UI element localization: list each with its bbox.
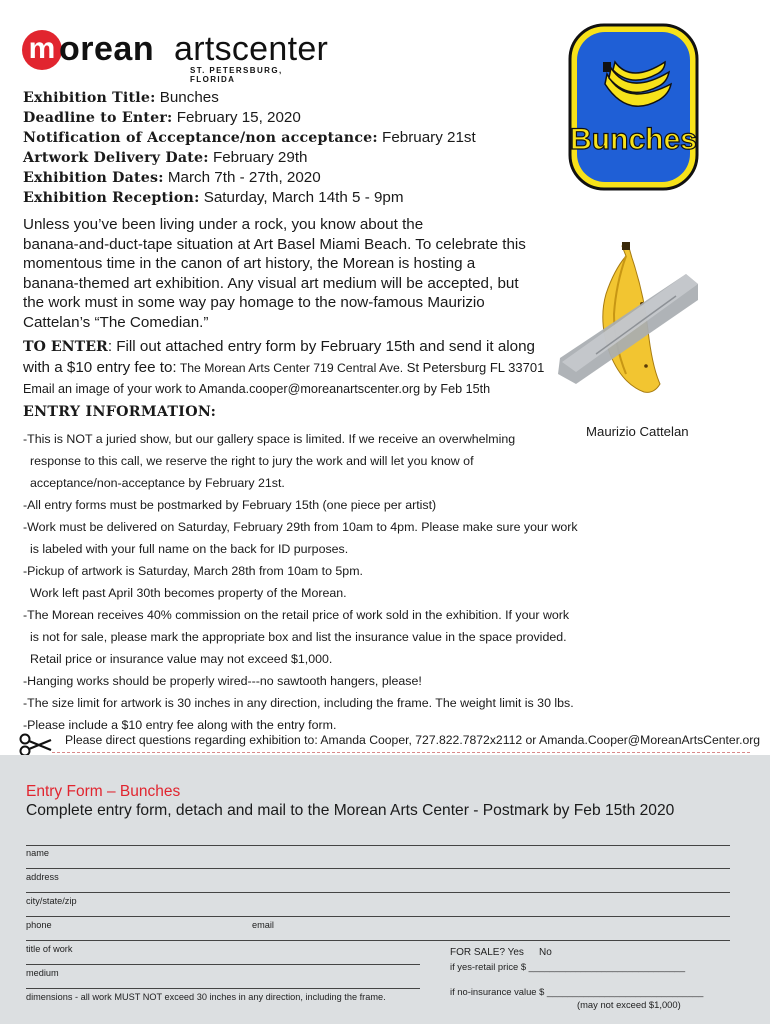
rule-line: -All entry forms must be postmarked by February 15th (one piece per artist)	[23, 498, 437, 512]
info-dates: Exhibition Dates: March 7th - 27th, 2020	[23, 169, 321, 186]
exhibition-info	[23, 88, 476, 208]
intro-line: Cattelan’s “The Comedian.”	[23, 313, 209, 331]
insurance-value-field[interactable]: if no-insurance value $ ______________________________	[450, 986, 704, 997]
title-of-work-label: title of work	[26, 944, 73, 954]
rule-line: response to this call, we reserve the right to jury the work and will let you know of	[30, 454, 474, 468]
logo-artscenter: artscenter	[174, 30, 329, 68]
form-title: Entry Form – Bunches	[26, 783, 181, 800]
rule-line: -Work must be delivered on Saturday, February 29th from 10am to 4pm. Please make sure your work	[23, 520, 578, 534]
rule-line: -Please include a $10 entry fee along with the entry form.	[23, 718, 337, 732]
title-of-work-line[interactable]	[26, 940, 730, 941]
badge-text: Bunches	[570, 123, 697, 156]
max-value-note: (may not exceed $1,000)	[577, 999, 681, 1010]
info-title: Exhibition Title: Bunches	[23, 89, 219, 106]
rule-line: -Hanging works should be properly wired---no sawtooth hangers, please!	[23, 674, 422, 688]
intro-line: banana-themed art exhibition. Any visual art medium will be accepted, but	[23, 274, 519, 292]
intro-line: banana-and-duct-tape situation at Art Basel Miami Beach. To celebrate this	[23, 235, 526, 253]
rule-line: -The Morean receives 40% commission on the retail price of work sold in the exhibition. If your work	[23, 608, 570, 622]
info-reception: Exhibition Reception: Saturday, March 14th 5 - 9pm	[23, 189, 404, 206]
medium-line[interactable]	[26, 964, 420, 965]
retail-price-field[interactable]: if yes-retail price $ ______________________________	[450, 961, 686, 972]
city-line[interactable]	[26, 892, 730, 893]
rule-line: Retail price or insurance value may not exceed $1,000.	[30, 652, 333, 666]
logo-orean: orean	[59, 30, 155, 68]
bunches-badge-logo	[567, 22, 700, 192]
cut-line	[52, 752, 750, 753]
medium-label: medium	[26, 968, 59, 978]
logo-location: ST. PETERSBURG, FLORIDA	[190, 66, 283, 84]
dimensions-line[interactable]	[26, 988, 420, 989]
to-enter: TO ENTER: Fill out attached entry form by February 15th and send it along with a $10 entry fee to: The Morean Arts Center 719 Central Ave. St Petersburg FL 33701	[23, 338, 545, 376]
rule-line: -This is NOT a juried show, but our gallery space is limited. If we receive an overwhelming	[23, 432, 516, 446]
questions-contact: Please direct questions regarding exhibition to: Amanda Cooper, 727.822.7872x2112 or Amanda.Cooper@MoreanArtsCenter.org	[65, 733, 761, 747]
phone-email-line[interactable]	[26, 916, 730, 917]
intro-line: Unless you’ve been living under a rock, you know about the	[23, 216, 424, 233]
intro-line: momentous time in the canon of art history, the Morean is hosting a	[23, 255, 476, 272]
address-label: address	[26, 872, 59, 882]
entry-rules-list	[23, 428, 633, 736]
name-label: name	[26, 848, 49, 858]
intro-paragraph	[23, 215, 543, 332]
rule-line: is not for sale, please mark the appropriate box and list the insurance value in the space provided.	[30, 630, 567, 644]
info-deadline: Deadline to Enter: February 15, 2020	[23, 109, 301, 126]
name-line[interactable]	[26, 845, 730, 846]
to-enter-label: TO ENTER	[23, 339, 108, 355]
rule-line: acceptance/non-acceptance by February 21st.	[30, 476, 285, 490]
form-subtitle: Complete entry form, detach and mail to the Morean Arts Center - Postmark by Feb 15th 2020	[26, 802, 675, 819]
for-sale-no[interactable]: No	[539, 947, 552, 958]
comedian-banana-photo	[556, 234, 698, 412]
logo-m-circle: m	[22, 30, 62, 70]
email-instructions: Email an image of your work to Amanda.cooper@moreanartscenter.org by Feb 15th	[23, 382, 491, 396]
info-delivery: Artwork Delivery Date: February 29th	[23, 149, 308, 166]
city-label: city/state/zip	[26, 896, 77, 906]
intro-line: the work must in some way pay homage to the now-famous Maurizio	[23, 294, 485, 311]
photo-caption: Maurizio Cattelan	[586, 424, 689, 439]
info-notification: Notification of Acceptance/non acceptance: February 21st	[23, 129, 476, 146]
address-line[interactable]	[26, 868, 730, 869]
rule-line: -Pickup of artwork is Saturday, March 28th from 10am to 5pm.	[23, 564, 363, 578]
rule-line: -The size limit for artwork is 30 inches in any direction, including the frame. The weight limit is 30 lbs.	[23, 696, 574, 710]
phone-label: phone	[26, 920, 52, 930]
email-label: email	[252, 920, 274, 930]
entry-information-heading: ENTRY INFORMATION:	[23, 404, 217, 420]
dimensions-label: dimensions - all work MUST NOT exceed 30 inches in any direction, including the frame.	[26, 992, 386, 1002]
rule-line: is labeled with your full name on the back for ID purposes.	[30, 542, 349, 556]
for-sale-yes[interactable]: FOR SALE? Yes	[450, 947, 524, 958]
rule-line: Work left past April 30th becomes property of the Morean.	[30, 586, 347, 600]
morean-logo	[22, 28, 329, 84]
